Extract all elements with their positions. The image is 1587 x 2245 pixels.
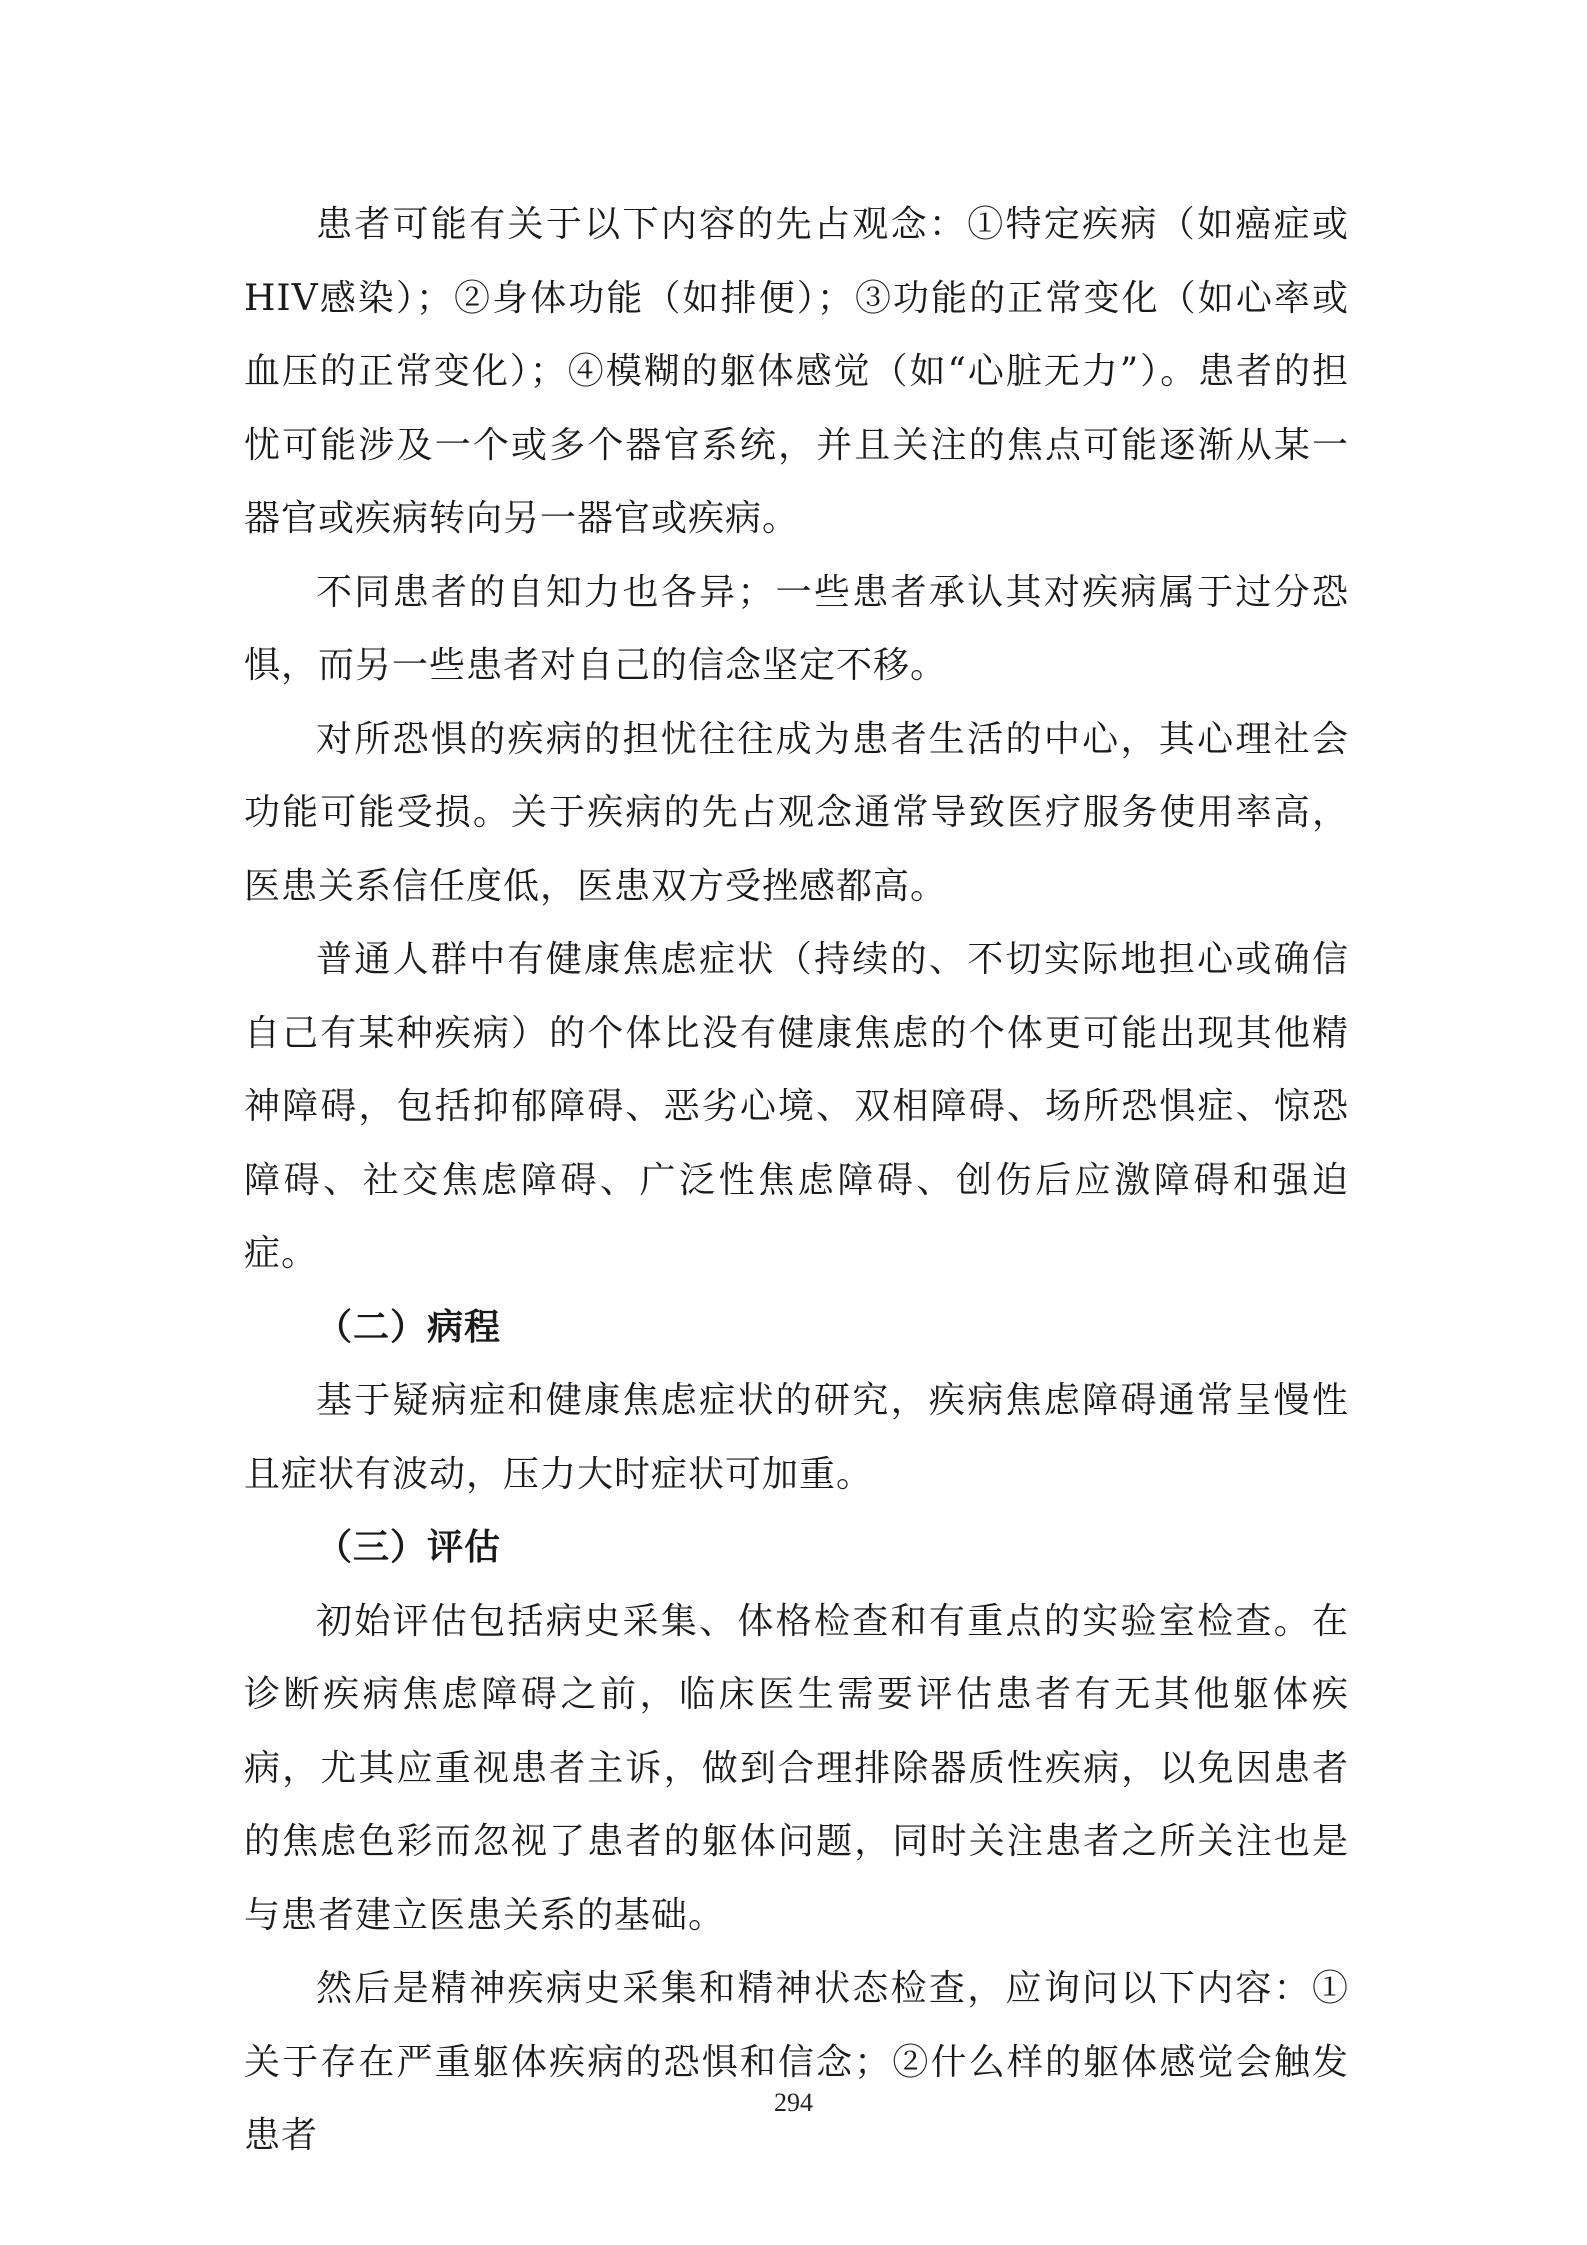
paragraph-comorbidity: 普通人群中有健康焦虑症状（持续的、不切实际地担心或确信自己有某种疾病）的个体比没有健康焦虑的个体更可能出现其他精神障碍，包括抑郁障碍、恶劣心境、双相障碍、场所恐惧症、惊恐障碍、社交焦虑障碍、广泛性焦虑障碍、创伤后应激障碍和强迫症。 [244,939,1349,1274]
section-heading-course: （二）病程 [316,1305,502,1348]
paragraph-insight: 不同患者的自知力也各异；一些患者承认其对疾病属于过分恐惧，而另一些患者对自己的信念坚定不移。 [244,571,1349,686]
body-text [244,188,1349,2173]
paragraph-psychiatric-history: 然后是精神疾病史采集和精神状态检查，应询问以下内容：①关于存在严重躯体疾病的恐惧和信念；②什么样的躯体感觉会触发患者 [244,1968,1349,2156]
paragraph-preoccupations: 患者可能有关于以下内容的先占观念：①特定疾病（如癌症或HIV感染）；②身体功能（如排便）；③功能的正常变化（如心率或血压的正常变化）；④模糊的躯体感觉（如“心脏无力”）。患者的担忧可能涉及一个或多个器官系统，并且关注的焦点可能逐渐从某一器官或疾病转向另一器官或疾病。 [244,204,1349,539]
paragraph-course: 基于疑病症和健康焦虑症状的研究，疾病焦虑障碍通常呈慢性且症状有波动，压力大时症状可加重。 [244,1380,1349,1495]
section-heading-assessment: （三）评估 [316,1526,502,1568]
page-number: 294 [774,2088,813,2117]
paragraph-functioning: 对所恐惧的疾病的担忧往往成为患者生活的中心，其心理社会功能可能受损。关于疾病的先占观念通常导致医疗服务使用率高，医患关系信任度低，医患双方受挫感都高。 [244,718,1349,907]
paragraph-initial-assessment: 初始评估包括病史采集、体格检查和有重点的实验室检查。在诊断疾病焦虑障碍之前，临床医生需要评估患者有无其他躯体疾病，尤其应重视患者主诉，做到合理排除器质性疾病，以免因患者的焦虑色彩而忽视了患者的躯体问题，同时关注患者之所关注也是与患者建立医患关系的基础。 [244,1600,1349,1936]
